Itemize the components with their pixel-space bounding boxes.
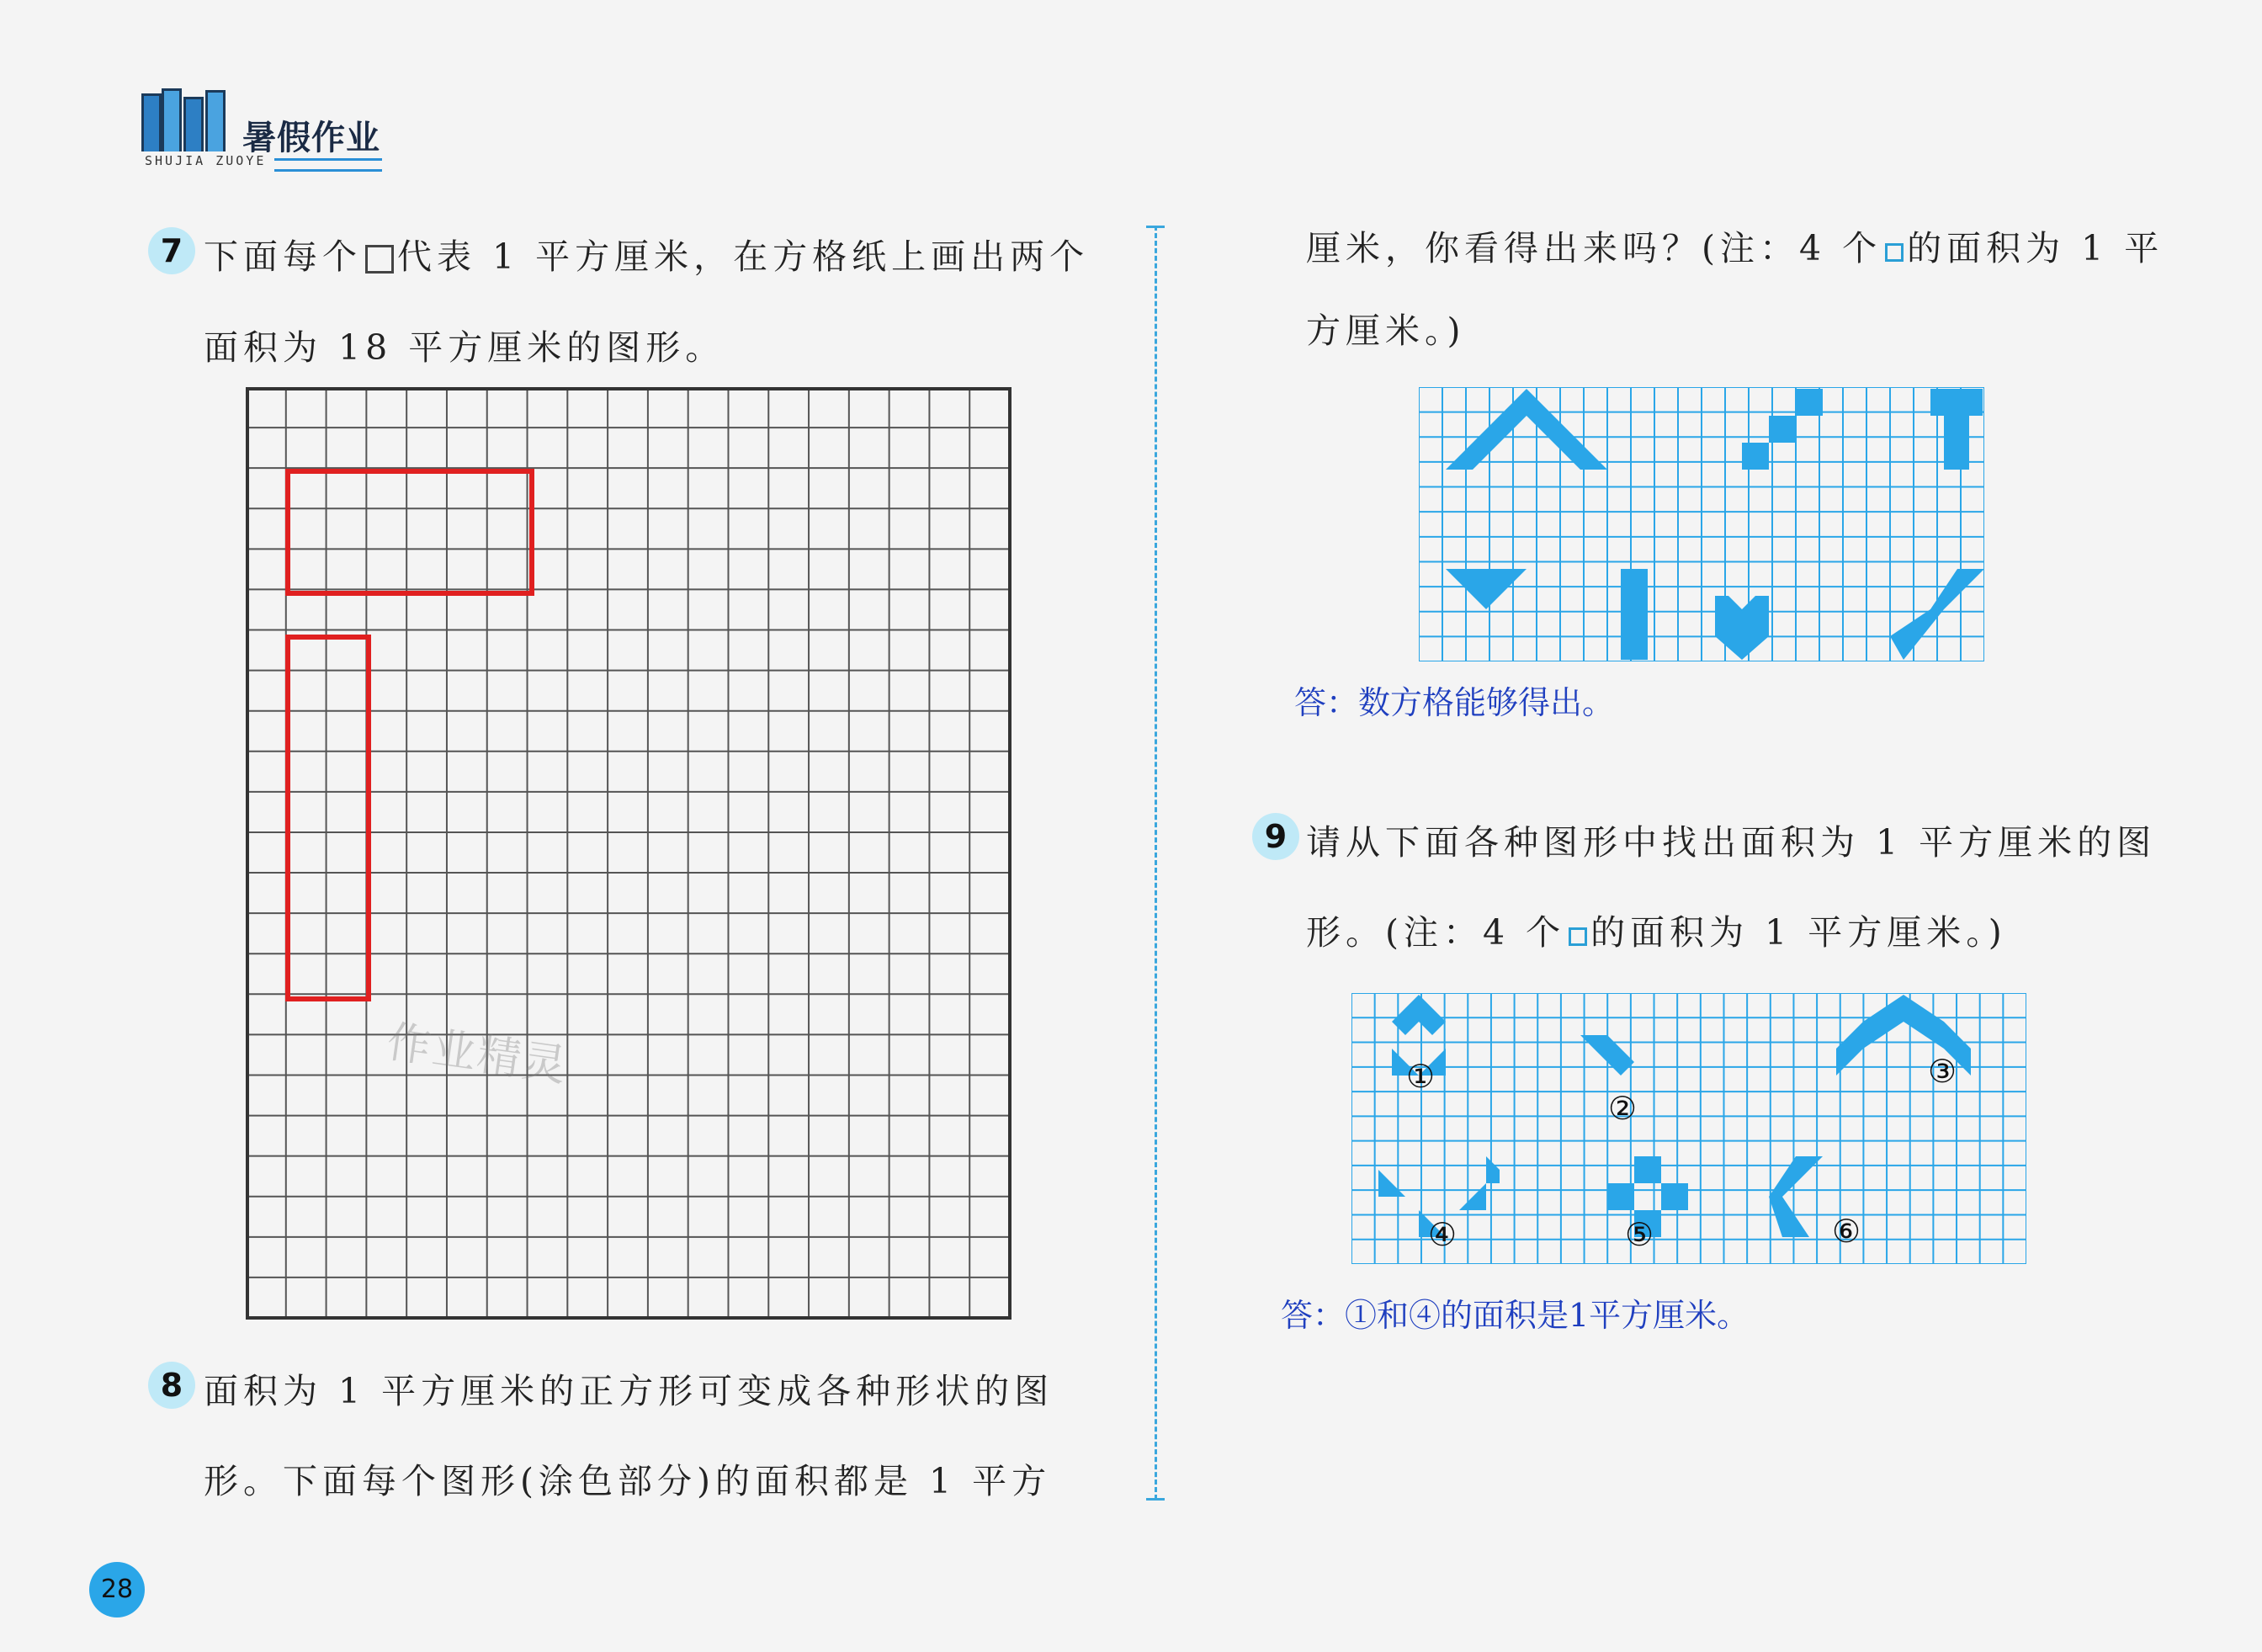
question-8-line-4: 方厘米。) xyxy=(1306,311,1466,351)
header-logo xyxy=(141,91,394,175)
question-8-line-1: 面积为 1 平方厘米的正方形可变成各种形状的图 xyxy=(204,1371,1054,1411)
center-divider xyxy=(1155,226,1157,1500)
question-7-line-2: 面积为 18 平方厘米的图形。 xyxy=(204,327,725,368)
shape-5-right xyxy=(1661,1183,1688,1210)
books-icon xyxy=(141,91,232,151)
question-7-number: 7 xyxy=(148,227,195,274)
header-subtitle: SHUJIA ZUOYE xyxy=(145,153,267,168)
shape-b-3 xyxy=(1742,443,1769,470)
label-1: ① xyxy=(1405,1058,1436,1095)
question-8-number: 8 xyxy=(148,1362,195,1409)
answer-rectangle-6x3 xyxy=(288,471,532,593)
question-9-answer: 答：①和④的面积是1平方厘米。 xyxy=(1281,1297,1750,1334)
page-number: 28 xyxy=(89,1562,145,1617)
question-7-line-1: 下面每个 代表 1 平方厘米，在方格纸上画出两个 xyxy=(204,236,1090,277)
grid-7-border xyxy=(247,389,1010,1318)
unit-square-icon xyxy=(365,245,394,274)
shape-6 xyxy=(1769,1156,1823,1237)
label-5: ⑤ xyxy=(1624,1216,1654,1253)
question-9-line-2: 形。(注：4 个 的面积为 1 平方厘米。) xyxy=(1306,912,2007,953)
question-9-line-1: 请从下面各种图形中找出面积为 1 平方厘米的图 xyxy=(1306,822,2157,863)
answer-rectangle-2x9 xyxy=(288,637,369,999)
shape-b-2 xyxy=(1769,416,1796,443)
shape-4-a xyxy=(1378,1170,1405,1197)
small-square-icon xyxy=(1569,927,1587,946)
label-2: ② xyxy=(1607,1090,1638,1127)
label-3: ③ xyxy=(1927,1053,1957,1090)
shape-1-top xyxy=(1392,995,1446,1035)
label-4: ④ xyxy=(1427,1216,1458,1253)
shape-f xyxy=(1715,596,1769,660)
header-underline xyxy=(274,158,382,172)
question-8-shapes xyxy=(1446,389,1984,660)
question-8-grid xyxy=(1419,387,1984,661)
shape-b-1 xyxy=(1796,389,1823,416)
question-8-answer: 答：数方格能够得出。 xyxy=(1294,684,1615,721)
shape-c-stem xyxy=(1944,416,1969,470)
question-8-line-3: 厘米，你看得出来吗？(注：4 个 的面积为 1 平 xyxy=(1306,228,2164,268)
question-9-number: 9 xyxy=(1252,813,1299,860)
divider-cap-bottom xyxy=(1146,1498,1165,1501)
question-7-grid xyxy=(246,387,1013,1321)
shape-4-c xyxy=(1459,1183,1486,1210)
shape-a-left xyxy=(1446,389,1527,470)
shape-5-top xyxy=(1634,1156,1661,1183)
small-square-icon xyxy=(1885,243,1904,262)
shape-4-d xyxy=(1486,1156,1500,1183)
shape-d xyxy=(1446,569,1527,609)
watermark: 作业精灵 xyxy=(384,1017,571,1092)
header-title: 暑假作业 xyxy=(242,119,380,157)
question-9-grid xyxy=(1351,993,2026,1264)
shape-a-right xyxy=(1527,389,1607,470)
question-8-line-2: 形。下面每个图形(涂色部分)的面积都是 1 平方 xyxy=(204,1461,1052,1501)
shape-e xyxy=(1621,569,1648,660)
label-6: ⑥ xyxy=(1831,1213,1861,1250)
shape-5-left xyxy=(1607,1183,1634,1210)
shape-c-top xyxy=(1930,389,1983,416)
